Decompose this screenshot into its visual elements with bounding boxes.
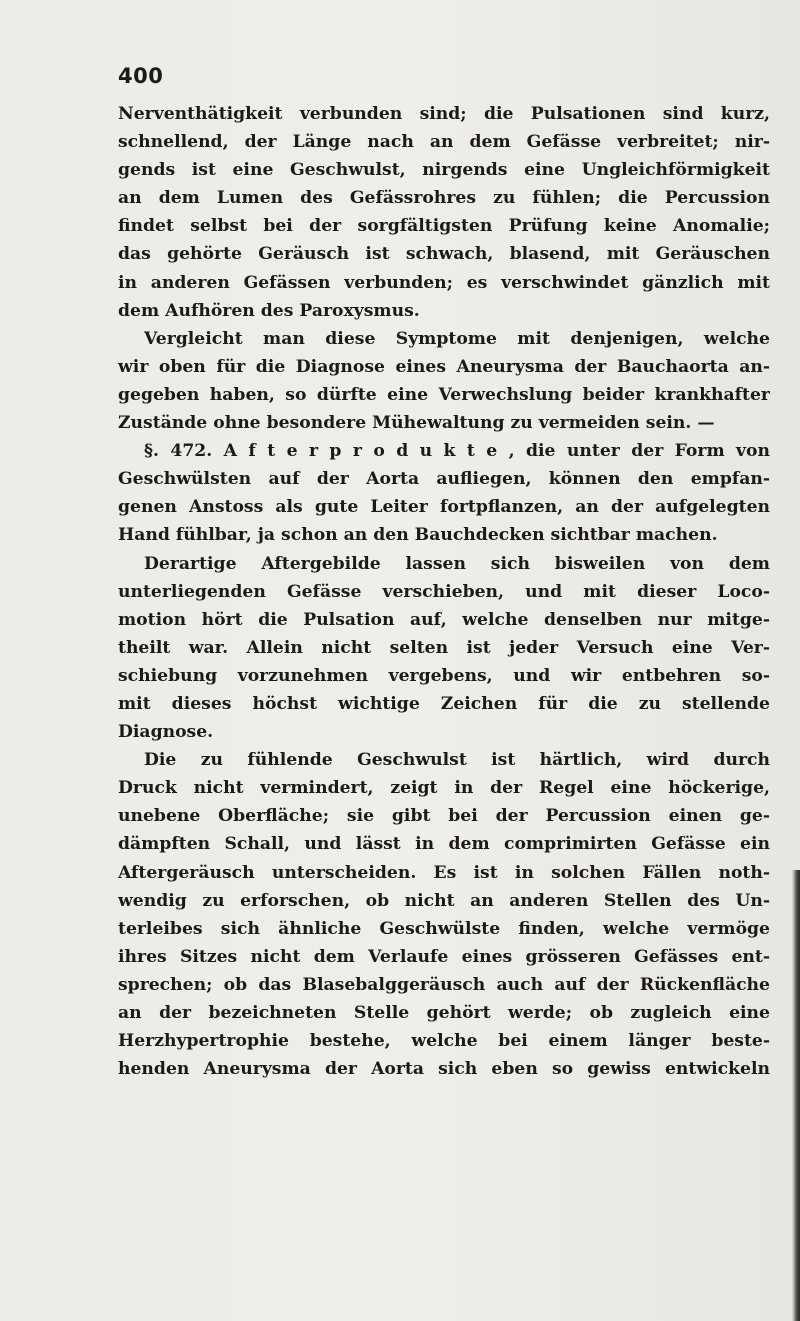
text-line: henden Aneurysma der Aorta sich eben so gewiss entwickeln <box>118 1059 770 1080</box>
text-line: Hand fühlbar, ja schon an den Bauchdecken sichtbar machen. <box>118 525 718 546</box>
text-line: findet selbst bei der sorgfältigsten Prüfung keine Anomalie; <box>118 216 770 237</box>
text-line: wendig zu erforschen, ob nicht an anderen Stellen des Un- <box>118 890 770 911</box>
text-line: in anderen Gefässen verbunden; es verschwindet gänzlich mit <box>118 272 770 293</box>
text-line: sprechen; ob das Blasebalggeräusch auch auf der Rückenfläche <box>118 974 770 995</box>
text-line: genen Anstoss als gute Leiter fortpflanzen, an der aufgelegten <box>118 497 770 518</box>
text-line: mit dieses höchst wichtige Zeichen für die zu stellende <box>118 693 770 714</box>
text-line: schiebung vorzunehmen vergebens, und wir entbehren so- <box>118 665 770 686</box>
text-line: schnellend, der Länge nach an dem Gefässe verbreitet; nir- <box>118 132 770 153</box>
text-line: theilt war. Allein nicht selten ist jeder Versuch eine Ver- <box>118 637 770 658</box>
text-line: Herzhypertrophie bestehe, welche bei einem länger beste- <box>118 1031 770 1052</box>
page-edge-shadow <box>792 870 800 1321</box>
text-line: Geschwülsten auf der Aorta aufliegen, können den empfan- <box>118 469 770 490</box>
text-line: terleibes sich ähnliche Geschwülste finden, welche vermöge <box>118 918 770 939</box>
text-line: Nerventhätigkeit verbunden sind; die Pulsationen sind kurz, <box>118 104 770 124</box>
text-line: wir oben für die Diagnose eines Aneurysma der Bauchaorta an- <box>118 356 770 377</box>
text-line: dem Aufhören des Paroxysmus. <box>118 300 420 321</box>
text-line: Die zu fühlende Geschwulst ist härtlich, wird durch <box>144 750 770 771</box>
text-line: an dem Lumen des Gefässrohres zu fühlen; die Percussion <box>118 188 770 209</box>
text-line: gends ist eine Geschwulst, nirgends eine Ungleichförmigkeit <box>118 160 770 181</box>
text-line: unterliegenden Gefässe verschieben, und mit dieser Loco- <box>118 581 770 602</box>
text-line: motion hört die Pulsation auf, welche denselben nur mitge- <box>118 609 770 630</box>
text-line: dämpften Schall, und lässt in dem comprimirten Gefässe ein <box>118 834 770 855</box>
text-line: ihres Sitzes nicht dem Verlaufe eines grösseren Gefässes ent- <box>118 946 770 967</box>
text-line: Diagnose. <box>118 722 214 743</box>
text-line: Derartige Aftergebilde lassen sich bisweilen von dem <box>144 553 770 574</box>
text-line: an der bezeichneten Stelle gehört werde; ob zugleich eine <box>118 1003 770 1023</box>
text-line: §. 472. A f t e r p r o d u k t e , die unter der Form von <box>144 441 770 462</box>
page-number: 400 <box>118 64 164 88</box>
text-line: das gehörte Geräusch ist schwach, blasend, mit Geräuschen <box>118 244 770 265</box>
text-line: gegeben haben, so dürfte eine Verwechslung beider krankhafter <box>118 384 770 405</box>
text-line: Vergleicht man diese Symptome mit denjenigen, welche <box>144 328 770 349</box>
body-text <box>118 100 770 1083</box>
text-line: Aftergeräusch unterscheiden. Es ist in solchen Fällen noth- <box>118 862 770 883</box>
text-line: unebene Oberfläche; sie gibt bei der Percussion einen ge- <box>118 806 770 827</box>
text-line: Druck nicht vermindert, zeigt in der Regel eine höckerige, <box>118 778 770 799</box>
text-line: Zustände ohne besondere Mühewaltung zu vermeiden sein. — <box>118 413 715 434</box>
